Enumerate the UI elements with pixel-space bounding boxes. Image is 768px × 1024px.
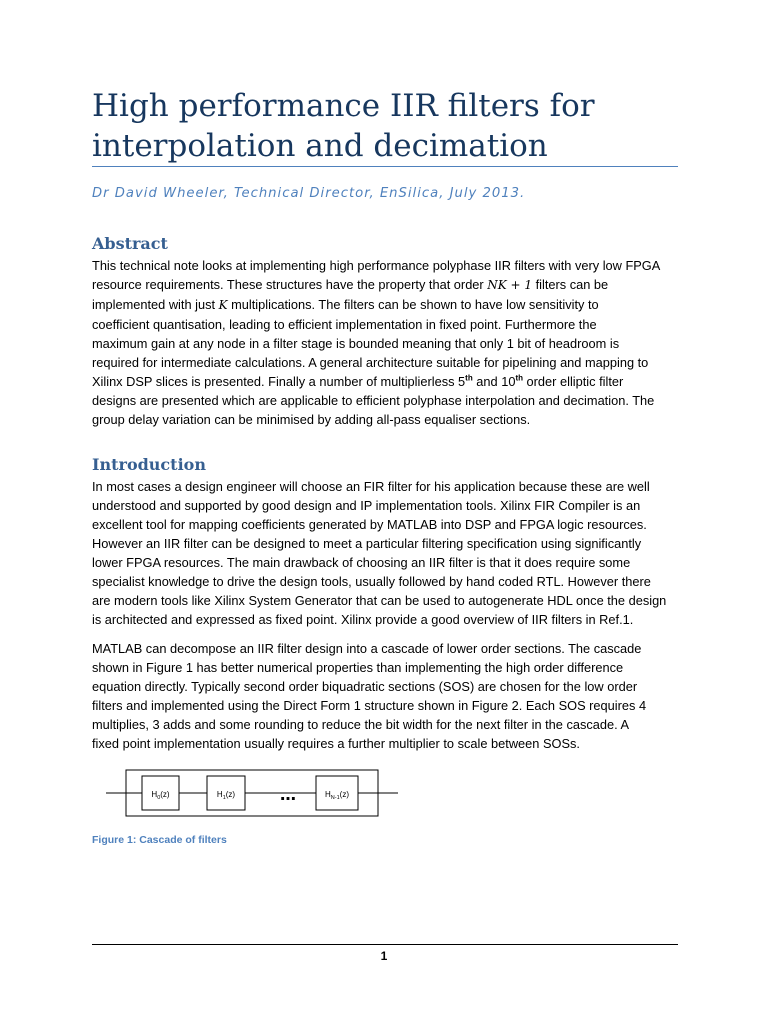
text-line: MATLAB can decompose an IIR filter design into a cascade of lower order sections. The cascade [92, 641, 642, 656]
ellipsis-glyph: … [280, 785, 296, 804]
text-line: designs are presented which are applicable to efficient polyphase interpolation and decimation. The [92, 393, 655, 408]
text-line: fixed point implementation usually requires a further multiplier to scale between SOSs. [92, 736, 580, 751]
text-line: required for intermediate calculations. A general architecture suitable for pipelining and mapping to [92, 355, 649, 370]
filter-cascade-diagram [106, 764, 398, 822]
text-line: multiplies, 3 adds and some rounding to reduce the bit width for the next filter in the cascade. A [92, 717, 630, 732]
author-byline: Dr David Wheeler, Technical Director, EnSilica, July 2013. [92, 186, 526, 201]
introduction-paragraph-2 [92, 639, 678, 753]
math-expression: NK + 1 [487, 278, 533, 292]
text-line: are modern tools like Xilinx System Generator that can be used to autogenerate HDL once the design [92, 593, 667, 608]
text-line: specialist knowledge to drive the design tools, usually followed by hand coded RTL. However there [92, 574, 651, 589]
text-line: However an IIR filter can be designed to meet a particular filtering specification using significantly [92, 536, 642, 551]
filter-block-label: $H_{N-1}(z)$ [325, 790, 349, 801]
superscript: th [515, 373, 523, 383]
text-line: excellent tool for mapping coefficients generated by MATLAB into DSP and FPGA logic resources. [92, 517, 647, 532]
text-line: implemented with just K multiplications. The filters can be shown to have low sensitivity to [92, 297, 599, 312]
figure-caption: Figure 1: Cascade of filters [92, 834, 227, 846]
page-title: High performance IIR filters for interpolation and decimation [92, 88, 595, 164]
page-number: 1 [380, 949, 388, 963]
introduction-paragraph-1 [92, 477, 678, 629]
superscript: th [465, 373, 473, 383]
text-line: This technical note looks at implementing high performance polyphase IIR filters with very low FPGA [92, 258, 661, 273]
text-line: group delay variation can be minimised by adding all-pass equaliser sections. [92, 412, 531, 427]
text-line: In most cases a design engineer will choose an FIR filter for his application because these are well [92, 479, 650, 494]
text-line: Xilinx DSP slices is presented. Finally a number of multiplierless 5th and 10th order elliptic filter [92, 373, 624, 389]
text-line: understood and supported by good design and IP implementation tools. Xilinx FIR Compiler is an [92, 498, 641, 513]
footer-rule [92, 944, 678, 945]
text-line: lower FPGA resources. The main drawback of choosing an IIR filter is that it does require some [92, 555, 631, 570]
math-expression: K [218, 298, 228, 312]
text-line: coefficient quantisation, leading to efficient implementation in fixed point. Furthermore the [92, 317, 597, 332]
text-line: is architected and expressed as fixed point. Xilinx provide a good overview of IIR filters in Ref.1. [92, 612, 634, 627]
title-underline [92, 166, 678, 167]
text-line: resource requirements. These structures have the property that order NK + 1 filters can be [92, 277, 609, 292]
filter-block-label: $H_1(z)$ [216, 790, 236, 801]
filter-block-label: $H_0(z)$ [151, 790, 170, 801]
text-line: shown in Figure 1 has better numerical properties than implementing the high order difference [92, 660, 624, 675]
introduction-heading: Introduction [92, 455, 206, 474]
abstract-heading: Abstract [92, 234, 168, 253]
text-line: filters and implemented using the Direct Form 1 structure shown in Figure 2. Each SOS requires 4 [92, 698, 647, 713]
abstract-paragraph [92, 256, 678, 429]
text-line: maximum gain at any node in a filter stage is bounded meaning that only 1 bit of headroom is [92, 336, 620, 351]
filter-block-hn-1 [316, 776, 358, 810]
text-line: equation directly. Typically second order biquadratic sections (SOS) are chosen for the low order [92, 679, 638, 694]
